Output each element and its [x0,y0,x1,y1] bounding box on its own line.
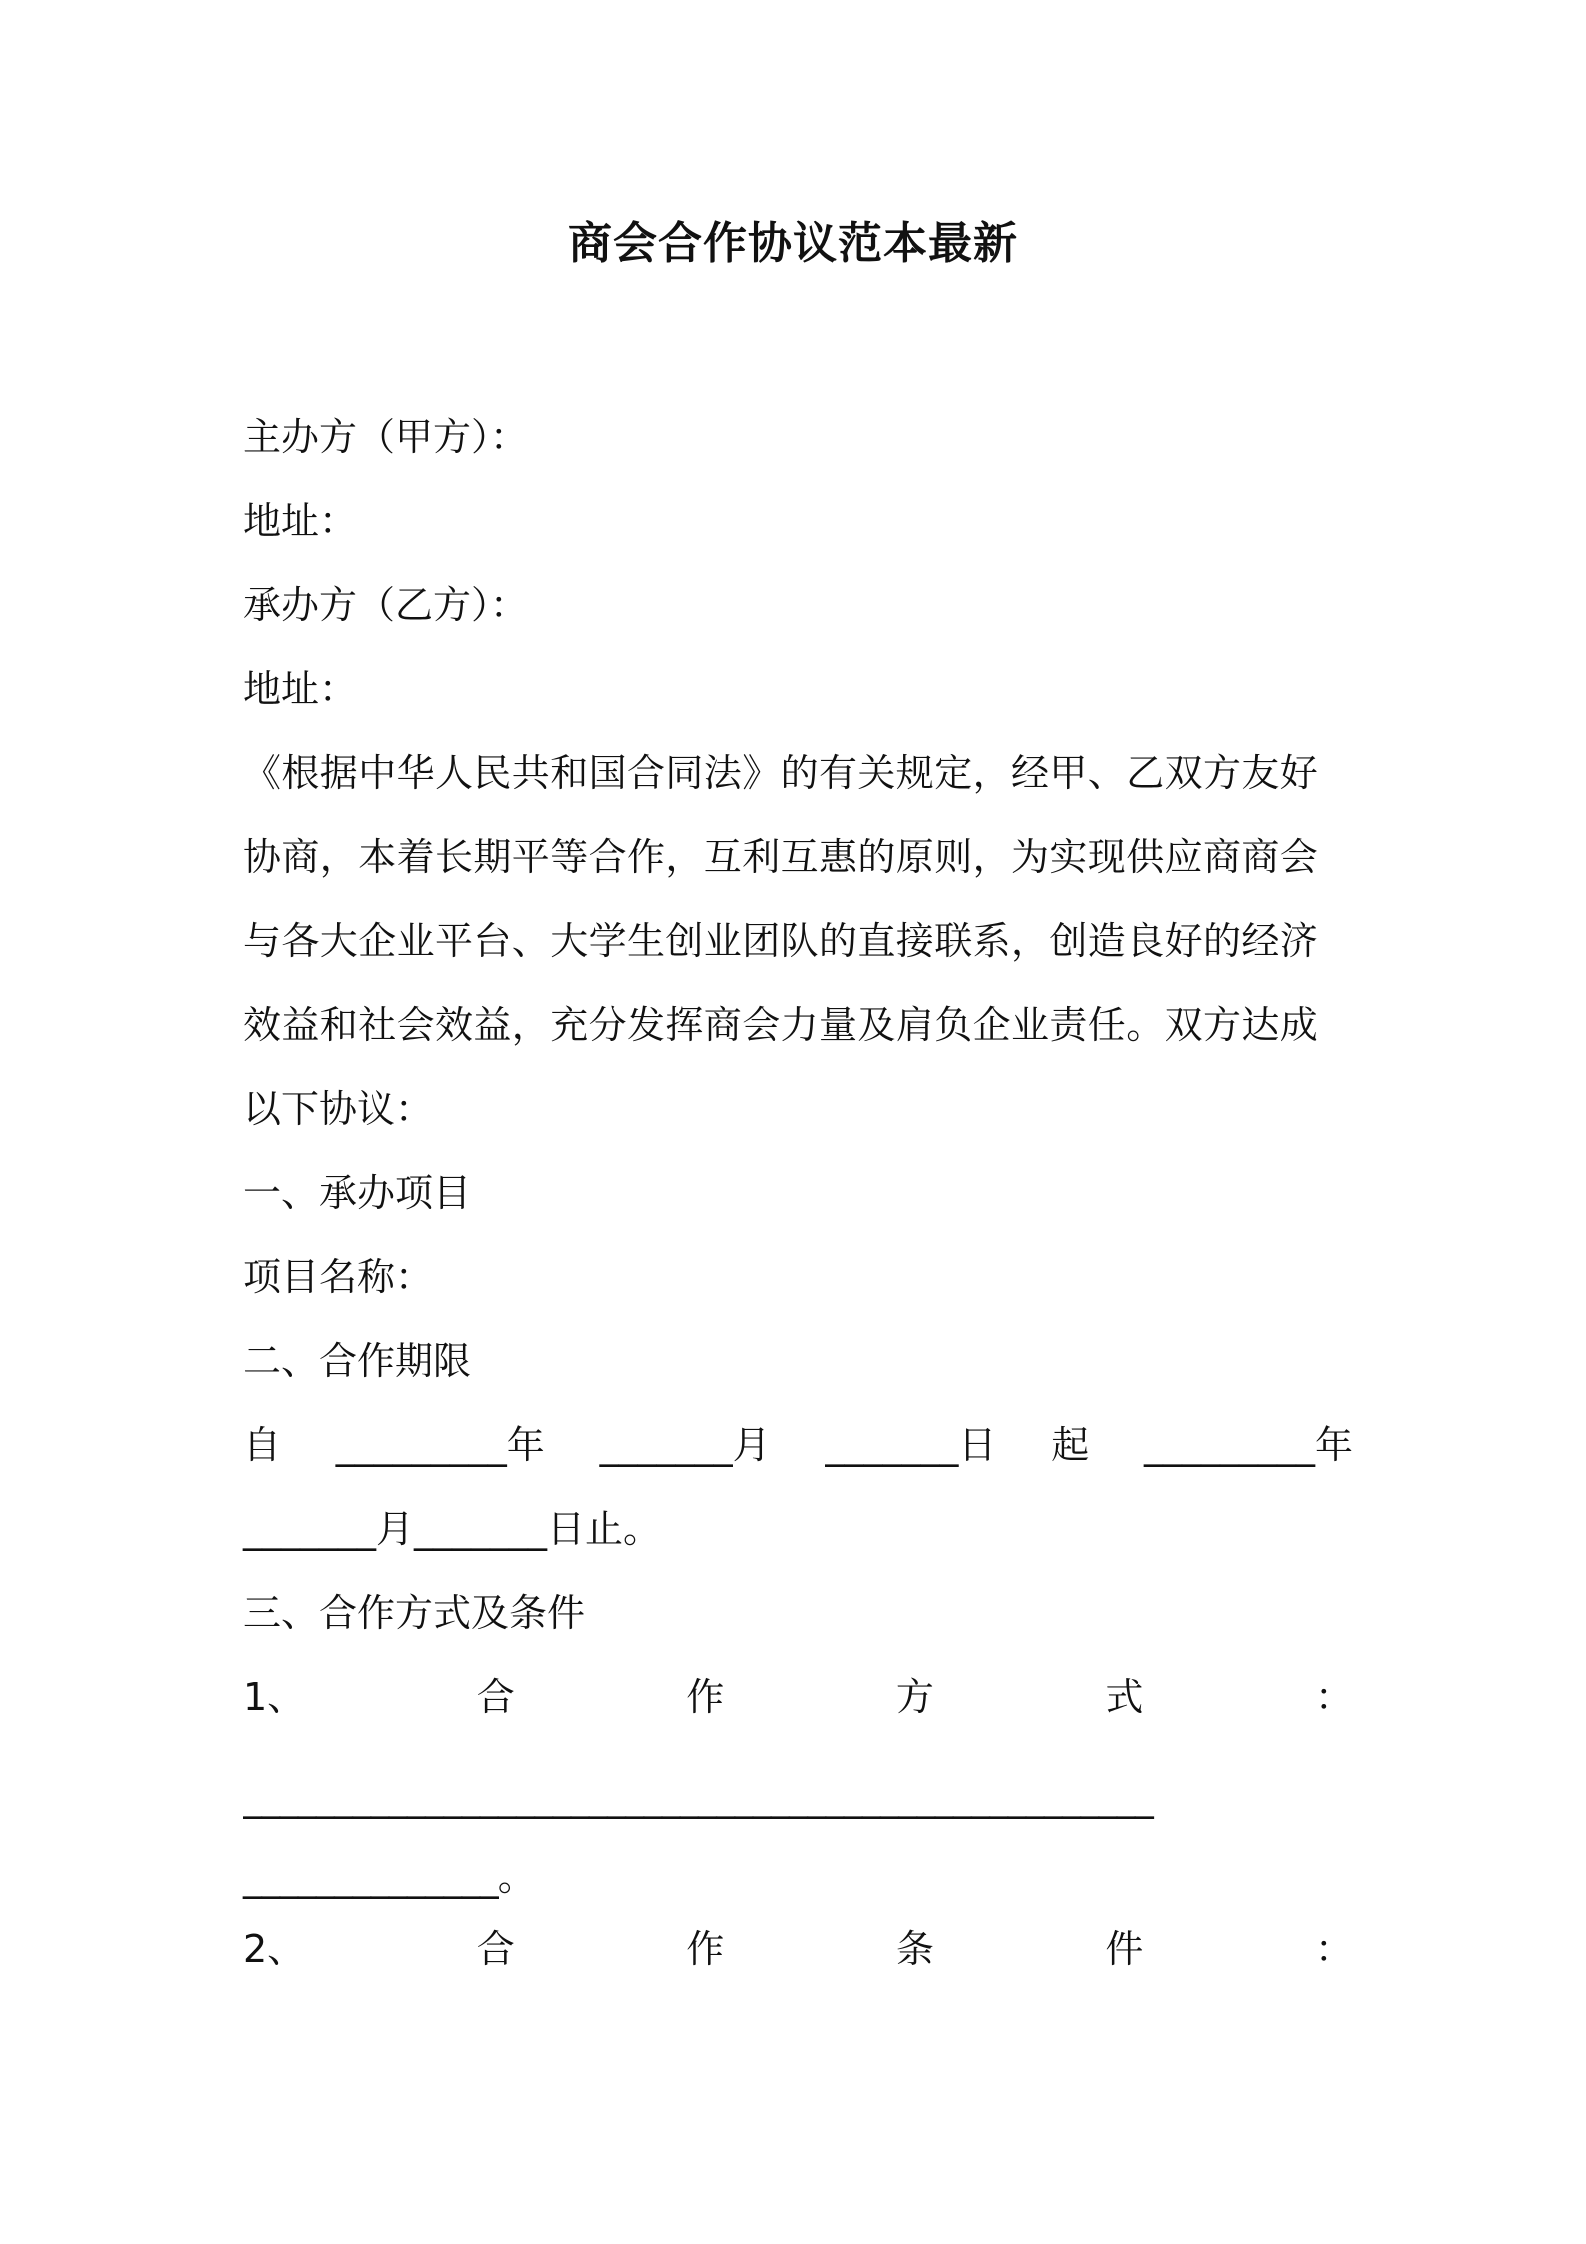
preamble-line-2: 协商，本着长期平等合作，互利互惠的原则，为实现供应商商会 [243,835,1319,879]
item-1-cooperation-method [243,1670,1353,1724]
date-from-year-blank: _________年 [335,1423,545,1467]
item-2-colon: ： [1314,1927,1353,1971]
date-range-line-2: _______月_______日止。 [243,1507,662,1551]
item-1-number: 1、 [243,1675,306,1719]
document-title: 商会合作协议范本最新 [568,218,1018,269]
party-b-address-label: 地址： [243,667,358,711]
item-2-char-3: 条 [895,1927,934,1971]
item-2-char-2: 作 [686,1927,725,1971]
item-1-char-2: 作 [686,1675,725,1719]
preamble-line-5: 以下协议： [243,1087,434,1131]
item-2-number: 2、 [243,1927,306,1971]
item-1-char-4: 式 [1105,1675,1144,1719]
project-name-label: 项目名称： [243,1255,434,1299]
item-1-colon: ： [1314,1675,1353,1719]
item-2-char-1: 合 [476,1927,515,1971]
item-2-cooperation-conditions [243,1922,1353,1976]
item-1-blank-line-short: ______________。 [243,1855,536,1899]
party-b-label: 承办方（乙方）： [243,583,529,627]
preamble-line-3: 与各大企业平台、大学生创业团队的直接联系，创造良好的经济 [243,919,1319,963]
item-1-blank-line-long: __________________________________________________ [243,1775,1154,1819]
preamble-line-1: 《根据中华人民共和国合同法》的有关规定，经甲、乙双方友好 [243,751,1319,795]
preamble-line-4: 效益和社会效益，充分发挥商会力量及肩负企业责任。双方达成 [243,1003,1319,1047]
party-a-label: 主办方（甲方）： [243,415,529,459]
section-3-heading: 三、合作方式及条件 [243,1591,586,1635]
party-a-address-label: 地址： [243,499,358,543]
item-1-char-3: 方 [895,1675,934,1719]
date-range-line-1 [243,1418,1353,1472]
date-from-day-blank: _______日 [825,1423,997,1467]
date-from-month-blank: _______月 [599,1423,771,1467]
item-1-char-1: 合 [476,1675,515,1719]
date-to-year-blank: _________年 [1143,1423,1353,1467]
item-2-char-4: 件 [1105,1927,1144,1971]
section-2-heading: 二、合作期限 [243,1339,472,1383]
date-from-word: 自 [243,1423,282,1467]
date-start-word: 起 [1051,1423,1090,1467]
section-1-heading: 一、承办项目 [243,1171,472,1215]
